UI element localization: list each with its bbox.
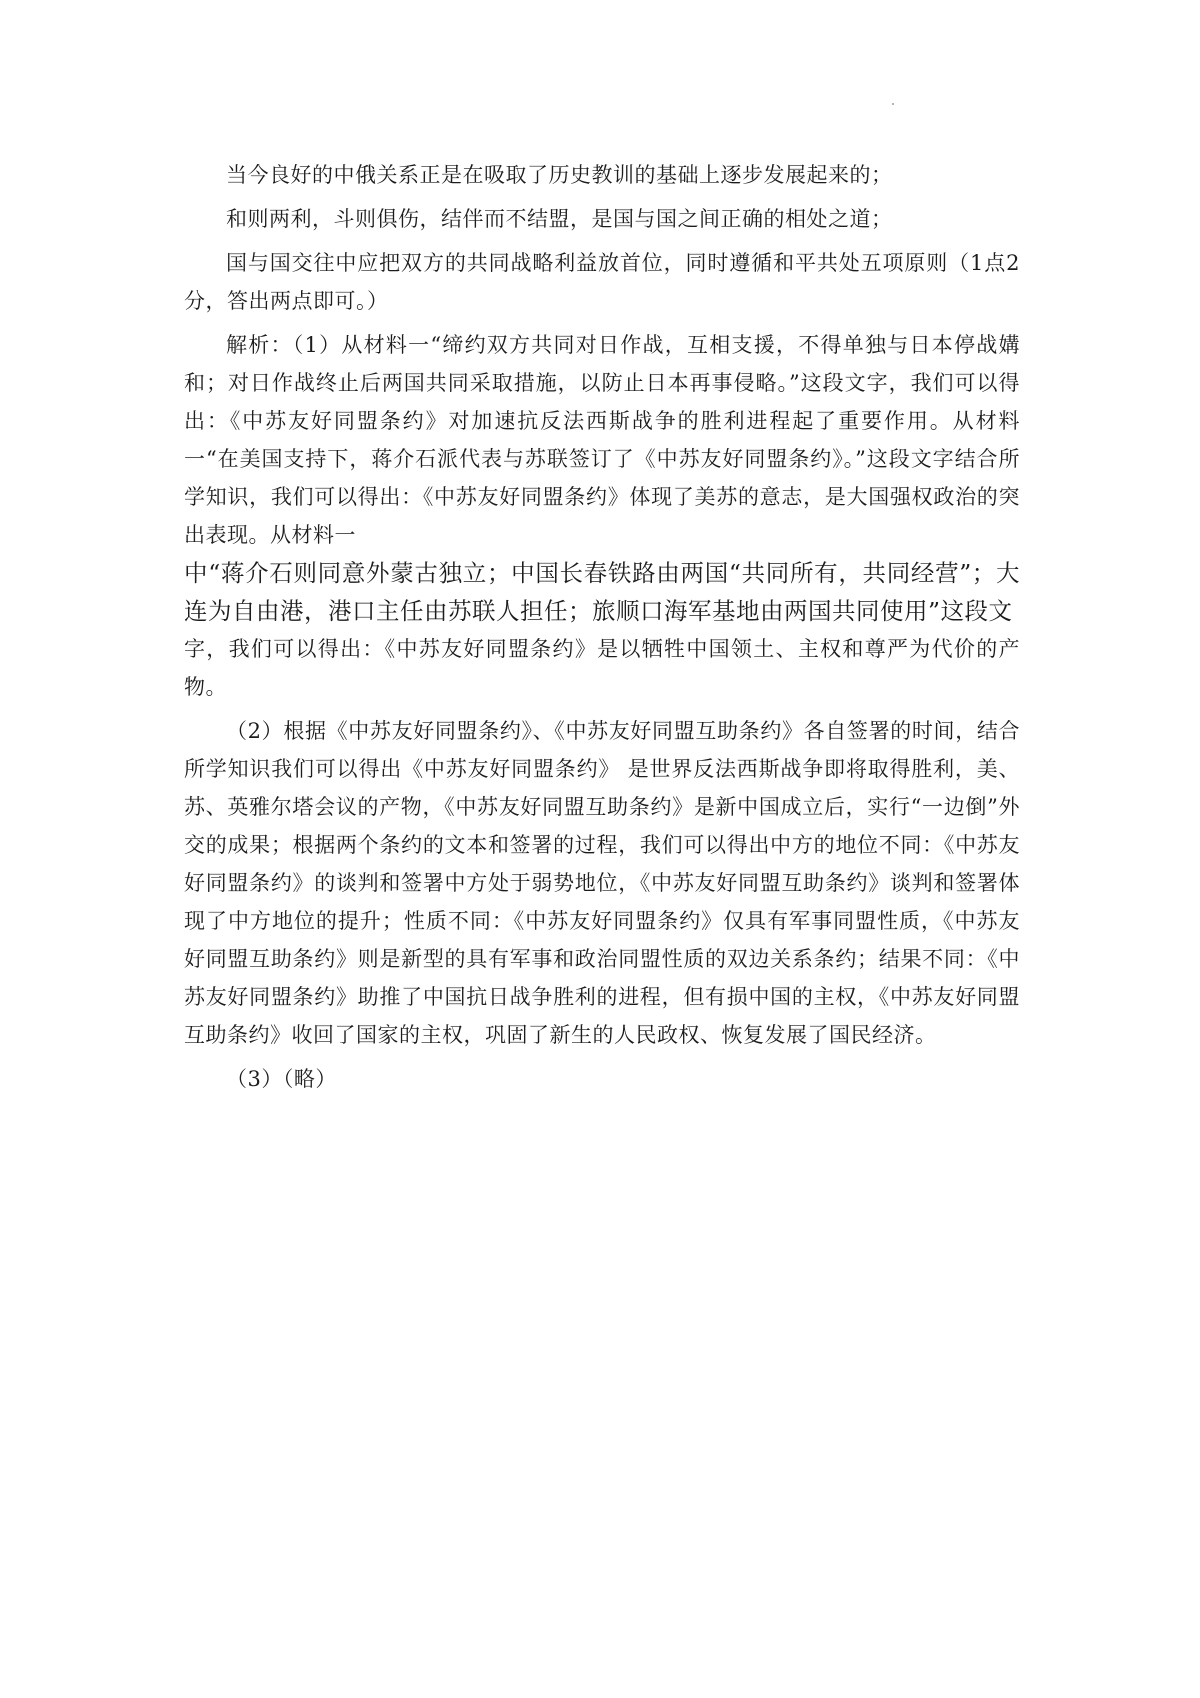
scan-speck	[892, 103, 894, 105]
paragraph-strategic-interests: 国与国交往中应把双方的共同战略利益放首位，同时遵循和平共处五项原则（1点2分，答出两点即可。）	[184, 251, 1020, 313]
paragraph-analysis-quote: 中“蒋介石则同意外蒙古独立；中国长春铁路由两国“共同所有，共同经营”；大连为自由港，港口主任由苏联人担任；旅顺口海军基地由两国共同使用”这段文	[184, 559, 1020, 625]
paragraph-analysis-part2: （2）根据《中苏友好同盟条约》、《中苏友好同盟互助条约》各自签署的时间，结合所学知识我们可以得出《中苏友好同盟条约》 是世界反法西斯战争即将取得胜利，美、苏、英雅尔塔会议的产物，《中苏友好同盟互助条约》是新中国成立后，实行“一边倒”外交的成果；根据两个条约的文本和签署的过程，我们可以得出中方的地位不同：《中苏友好同盟条约》的谈判和签署中方处于弱势地位，《中苏友好同盟互助条约》谈判和签署体现了中方地位的提升；性质不同：《中苏友好同盟条约》仅具有军事同盟性质，《中苏友好同盟互助条约》则是新型的具有军事和政治同盟性质的双边关系条约；结果不同：《中苏友好同盟条约》助推了中国抗日战争胜利的进程，但有损中国的主权，《中苏友好同盟互助条约》收回了国家的主权，巩固了新生的人民政权、恢复发展了国民经济。	[184, 719, 1020, 1047]
paragraph-analysis-part1: 解析：（1）从材料一“缔约双方共同对日作战，互相支援，不得单独与日本停战媾和；对日作战终止后两国共同采取措施，以防止日本再事侵略。”这段文字，我们可以得出：《中苏友好同盟条约》对加速抗反法西斯战争的胜利进程起了重要作用。从材料一“在美国支持下，蒋介石派代表与苏联签订了《中苏友好同盟条约》。”这段文字结合所学知识，我们可以得出：《中苏友好同盟条约》体现了美苏的意志，是大国强权政治的突出表现。从材料一	[184, 333, 1020, 547]
paragraph-china-russia-relations: 当今良好的中俄关系正是在吸取了历史教训的基础上逐步发展起来的；	[226, 163, 893, 187]
paragraph-analysis-part3: （3）（略）	[226, 1067, 337, 1091]
document-body	[184, 156, 1020, 1098]
paragraph-analysis-conclusion: 字，我们可以得出：《中苏友好同盟条约》是以牺牲中国领土、主权和尊严为代价的产物。	[184, 637, 1020, 699]
paragraph-partnership-principle: 和则两利，斗则俱伤，结伴而不结盟，是国与国之间正确的相处之道；	[226, 207, 893, 231]
